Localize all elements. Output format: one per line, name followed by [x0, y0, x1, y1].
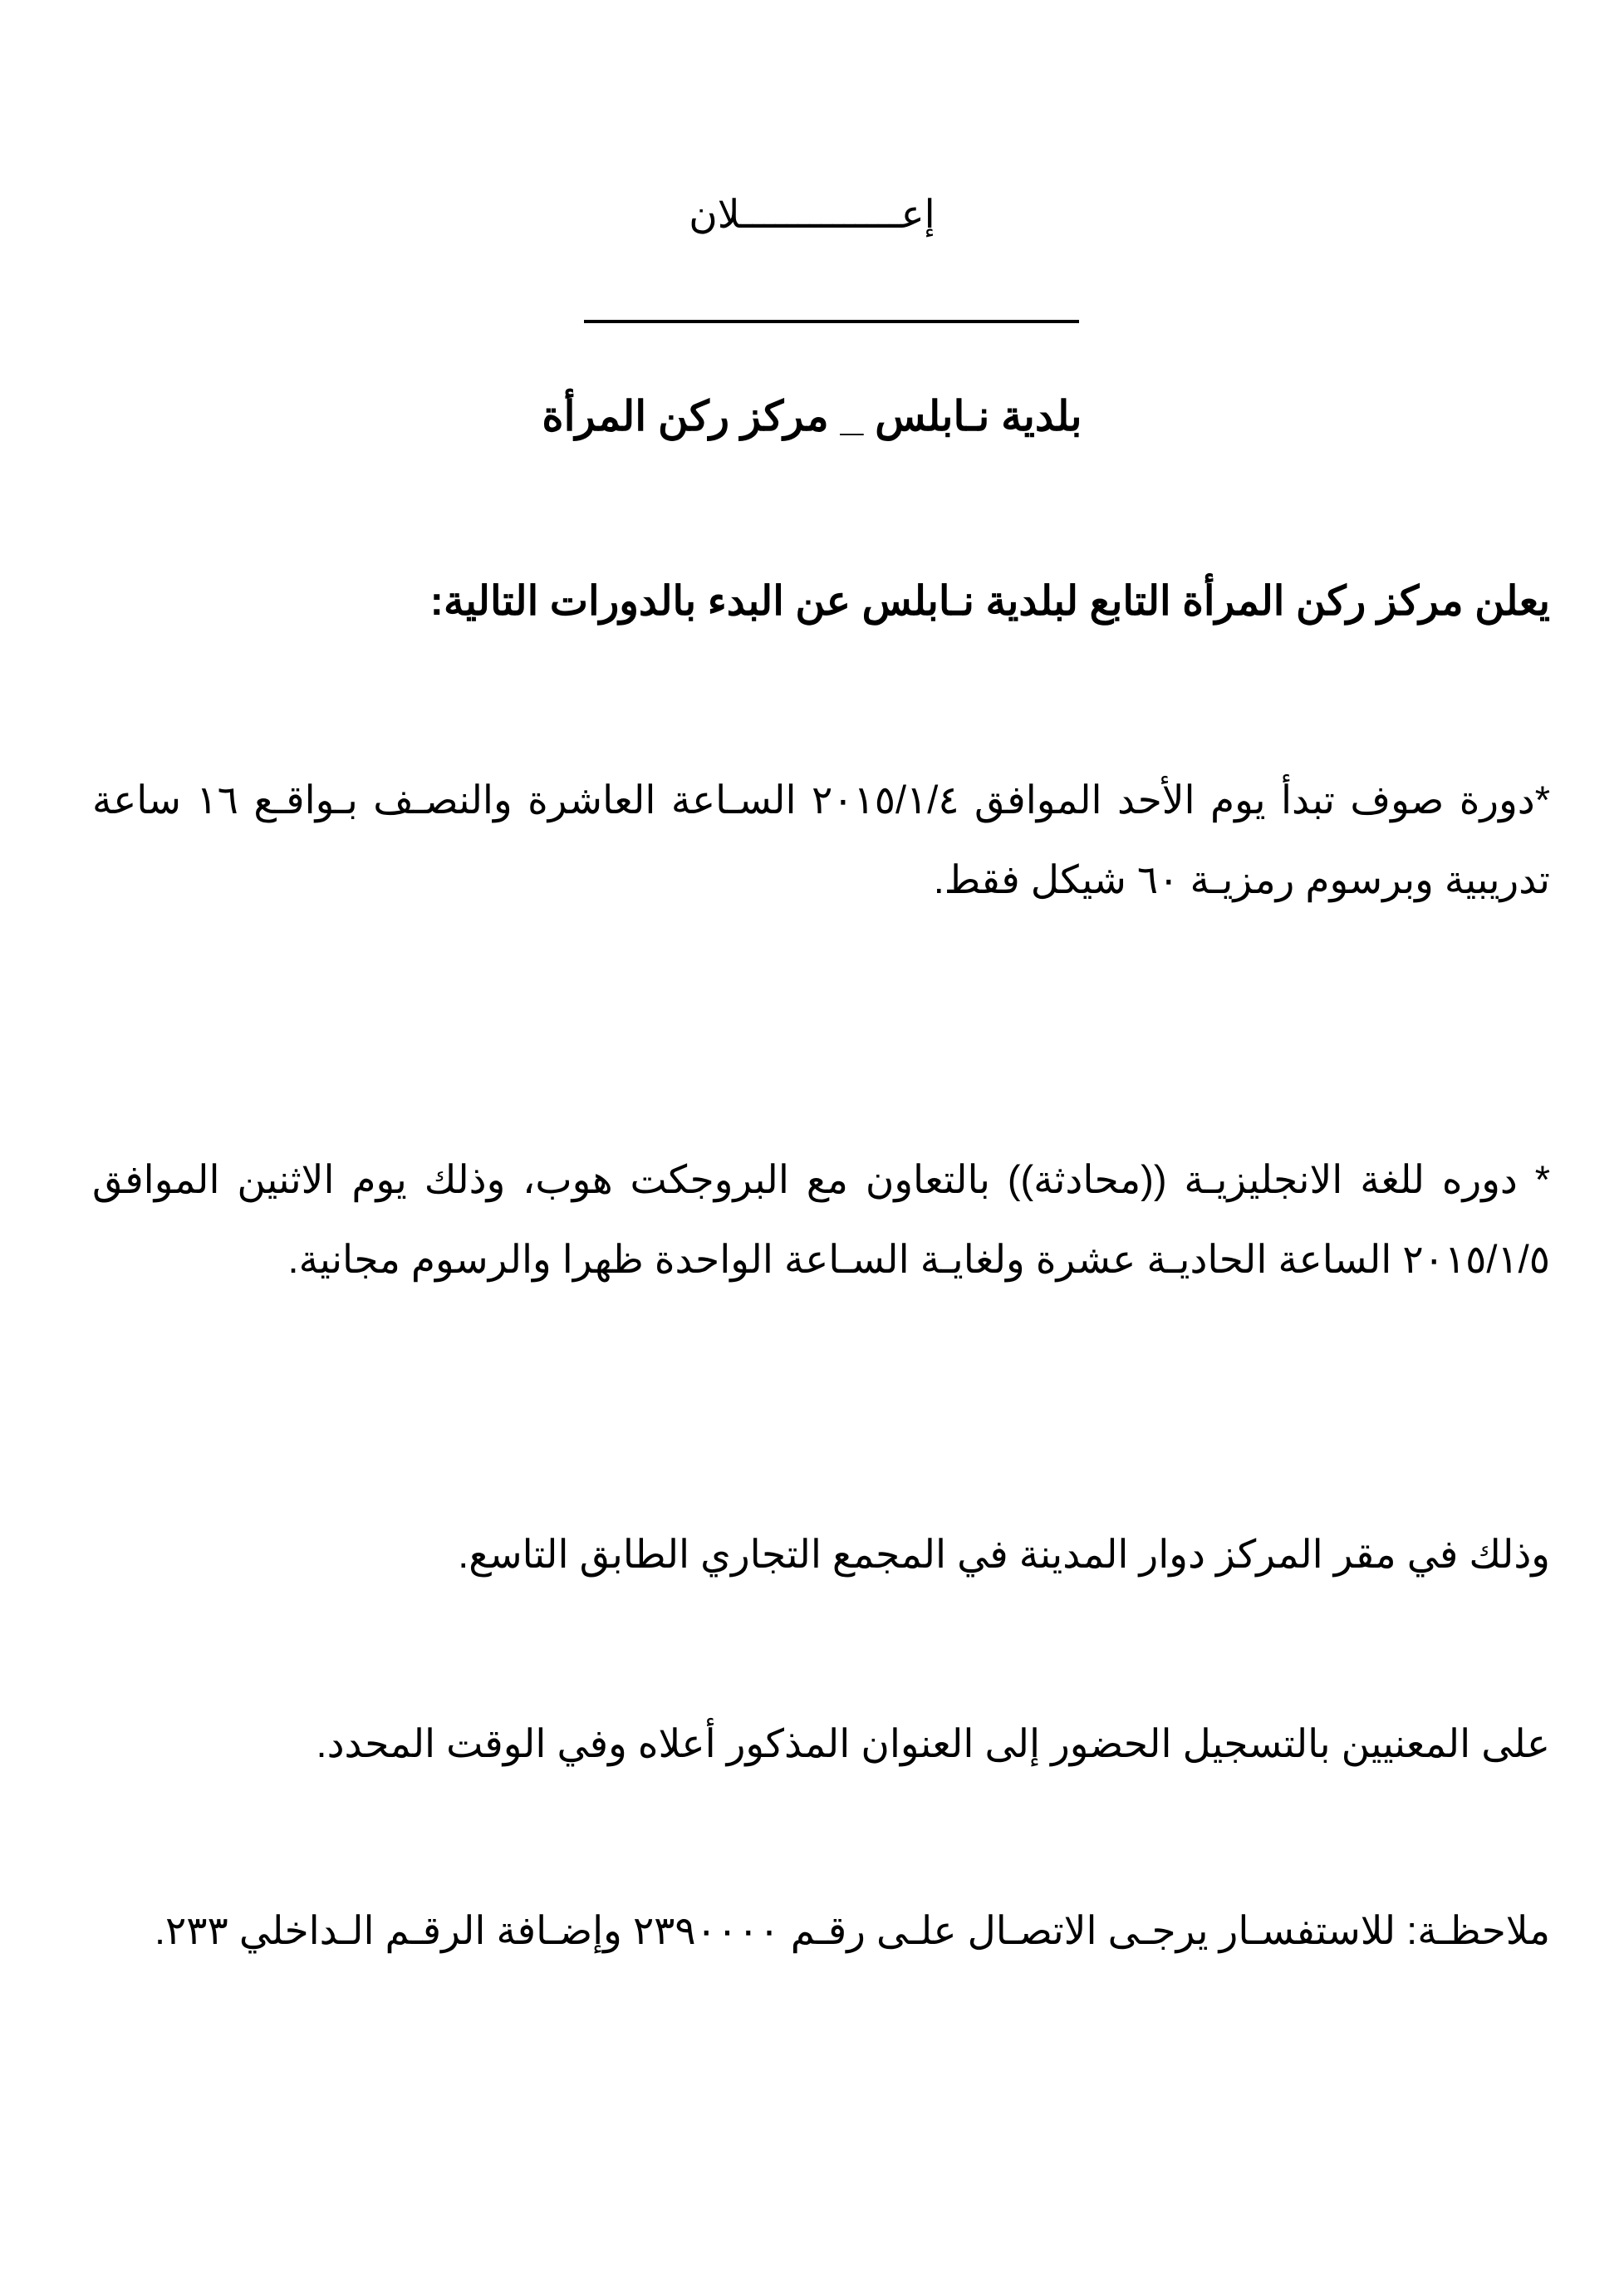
location-paragraph: وذلك في مقر المركز دوار المدينة في المجمع التجاري الطابق التاسع. — [458, 1532, 1550, 1576]
course-english-paragraph: * دوره للغة الانجليزيـة ((محادثة)) بالتعاون مع البروجكت هوب، وذلك يوم الاثنين الموافق ٢٠١٥/١/٥ الساعة الحاديـة عشرة ولغايـة السـاعة الواحدة ظهرا والرسوم مجانية. — [92, 1157, 1550, 1281]
course-wool-paragraph: *دورة صوف تبدأ يوم الأحد الموافق ٢٠١٥/١/٤ السـاعة العاشرة والنصـف بـواقـع ١٦ ساعة تدريبية وبرسوم رمزيـة ٦٠ شيكل فقط. — [92, 778, 1551, 901]
announcement-subtitle: بلدية نـابلس _ مركز ركن المرأة — [542, 393, 1082, 439]
title-underline — [584, 320, 1079, 323]
registration-paragraph: على المعنيين بالتسجيل الحضور إلى العنوان المذكور أعلاه وفي الوقت المحدد. — [316, 1721, 1550, 1765]
note-paragraph: ملاحظـة: للاستفسـار يرجـى الاتصـال علـى رقـم ٢٣٩٠٠٠٠ وإضـافة الرقـم الـداخلي ٢٣٣. — [154, 1908, 1550, 1952]
intro-paragraph: يعلن مركز ركن المرأة التابع لبلدية نـابلس عن البدء بالدورات التالية: — [429, 579, 1550, 624]
announcement-title: إعــــــــــــــلان — [689, 192, 935, 236]
